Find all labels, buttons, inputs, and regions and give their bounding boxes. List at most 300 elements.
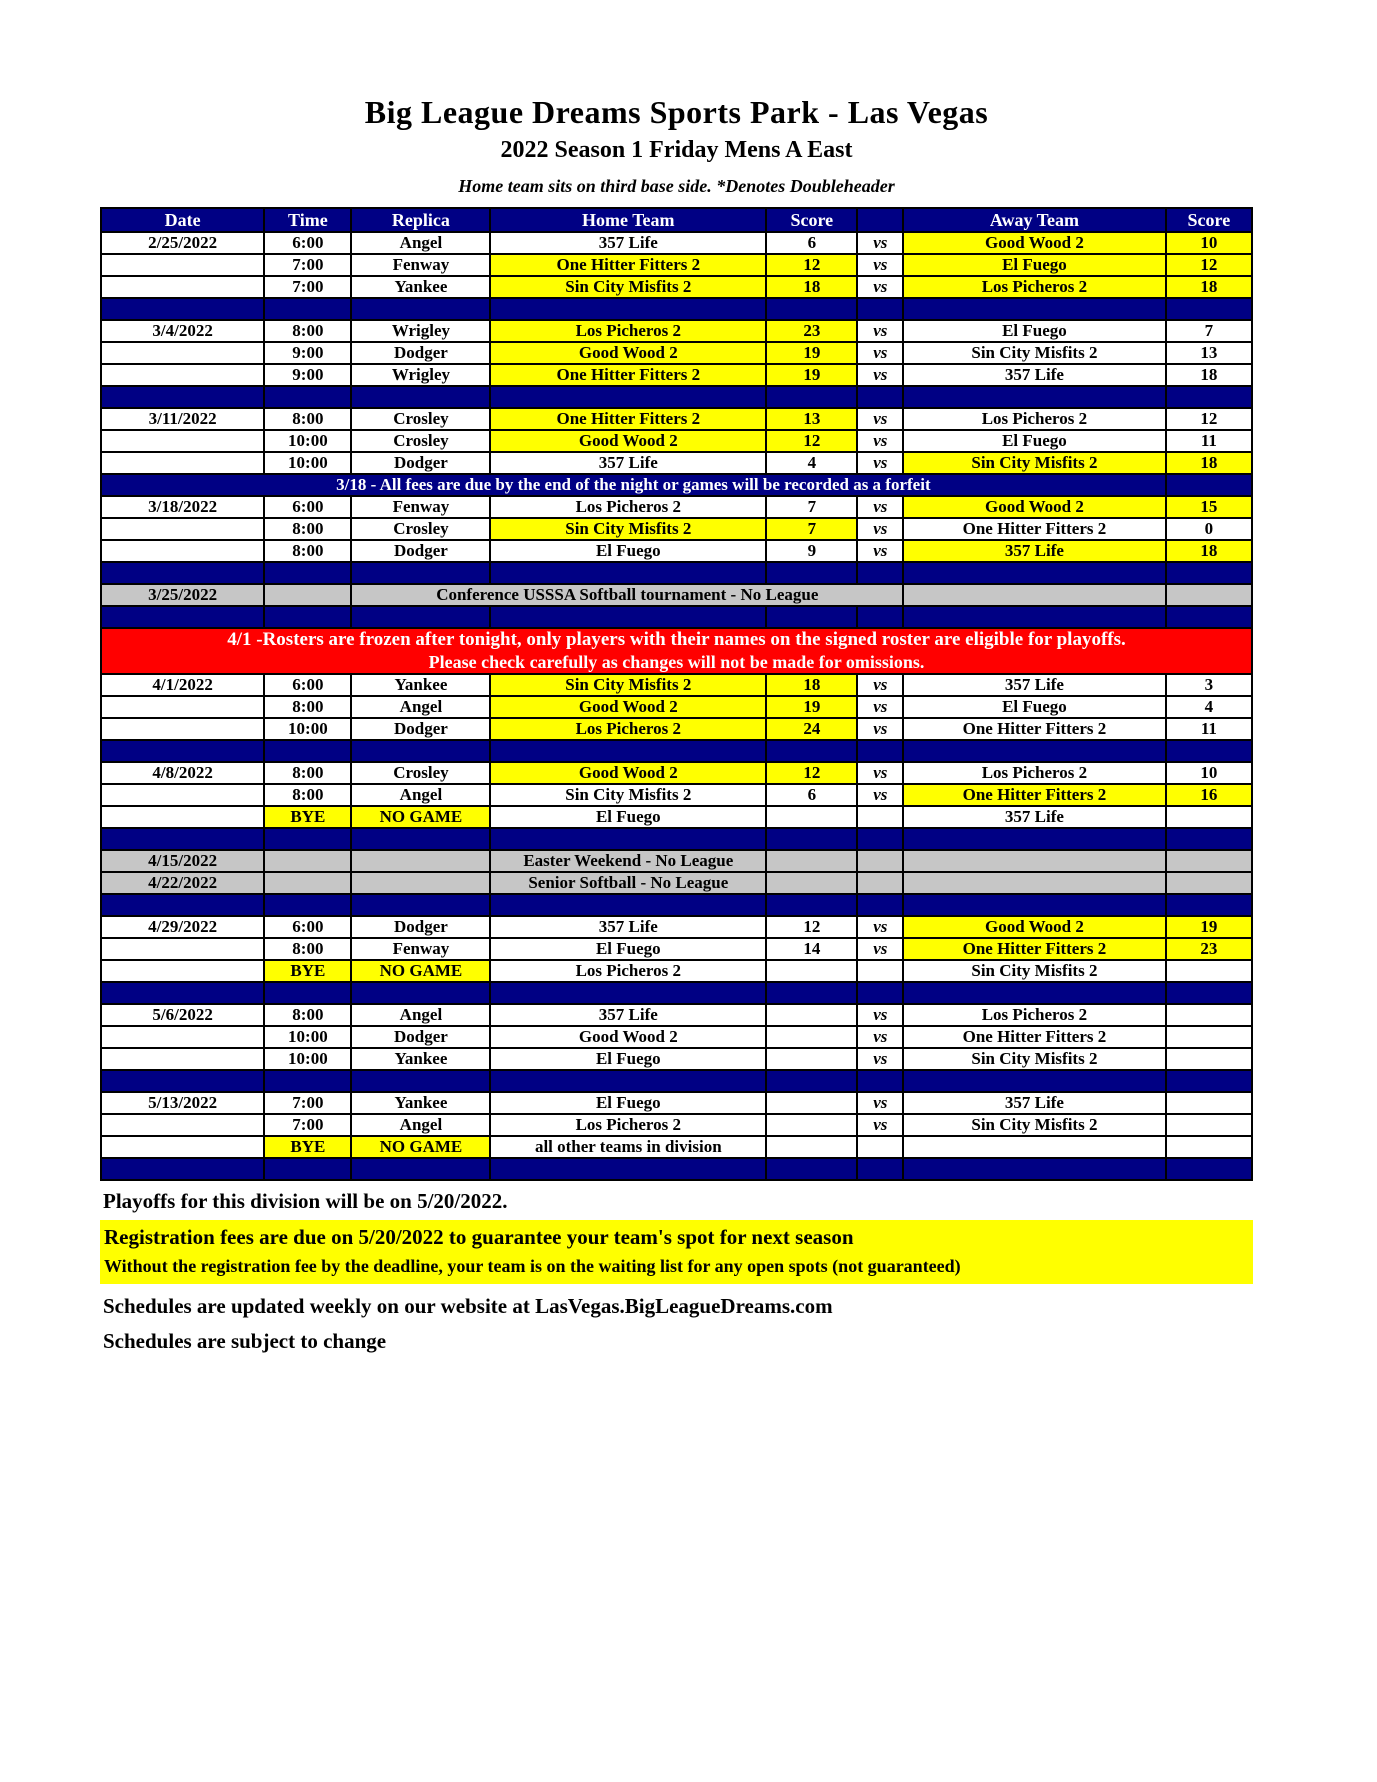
separator-cell (490, 982, 766, 1004)
vs-cell: vs (857, 364, 903, 386)
date-cell (101, 696, 264, 718)
separator-row (101, 982, 1252, 1004)
away-score-cell: 7 (1166, 320, 1252, 342)
home-score-cell: 24 (766, 718, 857, 740)
away-team-cell: Los Picheros 2 (903, 762, 1166, 784)
away-team-cell: Los Picheros 2 (903, 408, 1166, 430)
home-score-cell: 12 (766, 254, 857, 276)
game-row (101, 916, 1252, 938)
separator-cell (1166, 740, 1252, 762)
separator-cell (857, 982, 903, 1004)
separator-row (101, 894, 1252, 916)
separator-cell (1166, 298, 1252, 320)
time-cell: 10:00 (264, 1026, 351, 1048)
no-game-cell: NO GAME (351, 806, 490, 828)
bye-row (101, 1136, 1252, 1158)
game-row (101, 232, 1252, 254)
vs-cell: vs (857, 696, 903, 718)
separator-cell (857, 1070, 903, 1092)
separator-cell (264, 562, 351, 584)
away-score-cell (1166, 806, 1252, 828)
separator-row (101, 562, 1252, 584)
separator-row (101, 386, 1252, 408)
home-team-cell: El Fuego (490, 1048, 766, 1070)
home-score-cell: 6 (766, 784, 857, 806)
roster-notice-cell (101, 628, 1252, 674)
away-team-cell: Sin City Misfits 2 (903, 452, 1166, 474)
separator-cell (351, 982, 490, 1004)
home-team-cell: El Fuego (490, 1092, 766, 1114)
away-score-cell (1166, 1048, 1252, 1070)
date-cell: 3/25/2022 (101, 584, 264, 606)
home-score-cell: 19 (766, 696, 857, 718)
separator-cell (264, 1158, 351, 1180)
away-team-cell: El Fuego (903, 320, 1166, 342)
game-row (101, 938, 1252, 960)
date-cell (101, 1048, 264, 1070)
time-cell: 9:00 (264, 342, 351, 364)
date-cell (101, 1114, 264, 1136)
home-team-cell: Sin City Misfits 2 (490, 518, 766, 540)
home-score-cell (766, 1136, 857, 1158)
vs-cell: vs (857, 916, 903, 938)
vs-cell: vs (857, 276, 903, 298)
away-score-cell (1166, 850, 1252, 872)
replica-cell: Fenway (351, 254, 490, 276)
vs-cell: vs (857, 452, 903, 474)
separator-cell (766, 982, 857, 1004)
game-row (101, 254, 1252, 276)
home-team-cell: Los Picheros 2 (490, 1114, 766, 1136)
time-cell: 8:00 (264, 938, 351, 960)
home-team-cell: Los Picheros 2 (490, 718, 766, 740)
separator-cell (857, 298, 903, 320)
replica-cell: Crosley (351, 430, 490, 452)
home-team-cell: 357 Life (490, 452, 766, 474)
date-cell (101, 1136, 264, 1158)
home-team-cell: 357 Life (490, 916, 766, 938)
home-team-cell: One Hitter Fitters 2 (490, 408, 766, 430)
separator-cell (903, 298, 1166, 320)
game-row (101, 1004, 1252, 1026)
date-cell: 4/29/2022 (101, 916, 264, 938)
time-cell: 10:00 (264, 430, 351, 452)
home-score-cell: 19 (766, 364, 857, 386)
home-score-cell: 19 (766, 342, 857, 364)
home-score-cell: 9 (766, 540, 857, 562)
away-score-cell: 18 (1166, 540, 1252, 562)
date-cell (101, 806, 264, 828)
date-cell (101, 1026, 264, 1048)
separator-cell (101, 740, 264, 762)
separator-cell (766, 562, 857, 584)
away-score-cell: 11 (1166, 430, 1252, 452)
away-team-cell: Los Picheros 2 (903, 276, 1166, 298)
game-row (101, 452, 1252, 474)
replica-cell: Crosley (351, 408, 490, 430)
vs-cell (857, 806, 903, 828)
separator-cell (766, 606, 857, 628)
date-cell (101, 342, 264, 364)
date-cell: 4/8/2022 (101, 762, 264, 784)
away-score-cell (1166, 584, 1252, 606)
page-subtitle: 2022 Season 1 Friday Mens A East (500, 137, 853, 163)
separator-cell (857, 894, 903, 916)
time-cell: 8:00 (264, 540, 351, 562)
time-cell: 8:00 (264, 518, 351, 540)
separator-cell (490, 562, 766, 584)
date-cell (101, 254, 264, 276)
header-away-score: Score (1166, 208, 1252, 232)
time-cell: 8:00 (264, 762, 351, 784)
away-team-cell: 357 Life (903, 364, 1166, 386)
home-team-cell: Sin City Misfits 2 (490, 276, 766, 298)
game-row (101, 718, 1252, 740)
replica-cell: Yankee (351, 674, 490, 696)
date-cell: 4/22/2022 (101, 872, 264, 894)
separator-cell (766, 386, 857, 408)
separator-cell (101, 606, 264, 628)
separator-cell (1166, 386, 1252, 408)
vs-cell: vs (857, 1048, 903, 1070)
no-game-cell: NO GAME (351, 1136, 490, 1158)
away-team-cell: One Hitter Fitters 2 (903, 518, 1166, 540)
replica-cell: Wrigley (351, 320, 490, 342)
separator-cell (1166, 606, 1252, 628)
replica-cell: Dodger (351, 452, 490, 474)
home-score-cell: 6 (766, 232, 857, 254)
separator-cell (264, 982, 351, 1004)
time-cell: 7:00 (264, 1114, 351, 1136)
roster-notice-line2: Please check carefully as changes will not be made for omissions. (428, 652, 925, 672)
separator-cell (264, 386, 351, 408)
vs-cell: vs (857, 674, 903, 696)
home-team-cell: 357 Life (490, 1004, 766, 1026)
header-home-team: Home Team (490, 208, 766, 232)
home-team-cell: One Hitter Fitters 2 (490, 254, 766, 276)
vs-cell (857, 960, 903, 982)
schedule-table (100, 207, 1253, 1181)
away-team-cell: Los Picheros 2 (903, 1004, 1166, 1026)
separator-cell (490, 606, 766, 628)
bye-row (101, 960, 1252, 982)
date-cell (101, 430, 264, 452)
game-row (101, 408, 1252, 430)
replica-cell: Yankee (351, 1092, 490, 1114)
away-team-cell (903, 1136, 1166, 1158)
home-score-cell: 4 (766, 452, 857, 474)
website-note: Schedules are updated weekly on our website at LasVegas.BigLeagueDreams.com (103, 1294, 833, 1318)
separator-row (101, 828, 1252, 850)
home-score-cell (766, 1114, 857, 1136)
separator-cell (490, 828, 766, 850)
away-score-cell: 0 (1166, 518, 1252, 540)
away-score-cell: 11 (1166, 718, 1252, 740)
page-title: Big League Dreams Sports Park - Las Vegas (364, 94, 989, 130)
replica-cell: Angel (351, 784, 490, 806)
separator-row (101, 740, 1252, 762)
away-score-cell: 12 (1166, 408, 1252, 430)
vs-cell (857, 1136, 903, 1158)
time-cell: 10:00 (264, 718, 351, 740)
time-cell: 7:00 (264, 1092, 351, 1114)
away-team-cell: One Hitter Fitters 2 (903, 718, 1166, 740)
replica-cell: Angel (351, 1114, 490, 1136)
vs-cell: vs (857, 408, 903, 430)
separator-cell (264, 606, 351, 628)
home-score-cell: 14 (766, 938, 857, 960)
date-cell: 3/18/2022 (101, 496, 264, 518)
separator-cell (857, 828, 903, 850)
separator-cell (101, 386, 264, 408)
roster-notice-line1: 4/1 -Rosters are frozen after tonight, only players with their names on the signed roster are eligible for playoffs. (227, 629, 1126, 650)
separator-cell (766, 1070, 857, 1092)
registration-line1: Registration fees are due on 5/20/2022 to guarantee your team's spot for next season (104, 1225, 854, 1249)
away-team-cell: Good Wood 2 (903, 232, 1166, 254)
time-cell (264, 850, 351, 872)
away-team-cell: Good Wood 2 (903, 496, 1166, 518)
replica-cell: Dodger (351, 342, 490, 364)
game-row (101, 496, 1252, 518)
home-team-cell: Los Picheros 2 (490, 960, 766, 982)
separator-cell (264, 828, 351, 850)
time-cell: 6:00 (264, 674, 351, 696)
away-score-cell (1166, 1026, 1252, 1048)
separator-cell (766, 740, 857, 762)
replica-cell (351, 872, 490, 894)
away-team-cell: Sin City Misfits 2 (903, 1114, 1166, 1136)
game-row (101, 1092, 1252, 1114)
separator-cell (101, 828, 264, 850)
game-row (101, 320, 1252, 342)
date-cell: 2/25/2022 (101, 232, 264, 254)
event-cell: Conference USSSA Softball tournament - No League (351, 584, 903, 606)
separator-cell (857, 386, 903, 408)
separator-cell (766, 1158, 857, 1180)
separator-cell (490, 298, 766, 320)
separator-cell (903, 982, 1166, 1004)
game-row (101, 1114, 1252, 1136)
away-team-cell: 357 Life (903, 540, 1166, 562)
replica-cell: Angel (351, 232, 490, 254)
separator-cell (903, 740, 1166, 762)
vs-cell: vs (857, 430, 903, 452)
time-cell: 8:00 (264, 320, 351, 342)
separator-cell (903, 606, 1166, 628)
separator-cell (903, 894, 1166, 916)
home-team-cell: Good Wood 2 (490, 342, 766, 364)
away-score-cell: 12 (1166, 254, 1252, 276)
date-cell (101, 784, 264, 806)
bye-cell: BYE (264, 1136, 351, 1158)
away-team-cell: 357 Life (903, 674, 1166, 696)
date-cell: 4/1/2022 (101, 674, 264, 696)
vs-cell (857, 872, 903, 894)
away-score-cell: 23 (1166, 938, 1252, 960)
separator-cell (101, 298, 264, 320)
vs-cell: vs (857, 1026, 903, 1048)
header-replica: Replica (351, 208, 490, 232)
home-score-cell: 12 (766, 916, 857, 938)
event-home-row (101, 850, 1252, 872)
vs-cell: vs (857, 254, 903, 276)
vs-cell: vs (857, 1004, 903, 1026)
vs-cell: vs (857, 762, 903, 784)
separator-cell (490, 894, 766, 916)
replica-cell: Fenway (351, 938, 490, 960)
away-score-cell: 18 (1166, 276, 1252, 298)
separator-cell (903, 828, 1166, 850)
separator-cell (857, 606, 903, 628)
date-cell: 5/6/2022 (101, 1004, 264, 1026)
home-score-cell (766, 1004, 857, 1026)
date-cell (101, 960, 264, 982)
time-cell: 8:00 (264, 784, 351, 806)
away-score-cell: 18 (1166, 364, 1252, 386)
vs-cell: vs (857, 1114, 903, 1136)
separator-cell (490, 740, 766, 762)
separator-cell (264, 298, 351, 320)
separator-cell (351, 1158, 490, 1180)
home-team-cell: Good Wood 2 (490, 696, 766, 718)
away-team-cell: El Fuego (903, 254, 1166, 276)
separator-cell (101, 894, 264, 916)
home-score-cell: 12 (766, 430, 857, 452)
event-wide-row (101, 584, 1252, 606)
time-cell: 8:00 (264, 408, 351, 430)
separator-cell (101, 1158, 264, 1180)
time-cell: 7:00 (264, 254, 351, 276)
home-team-cell: Los Picheros 2 (490, 320, 766, 342)
replica-cell: Dodger (351, 1026, 490, 1048)
separator-cell (1166, 1070, 1252, 1092)
vs-cell: vs (857, 496, 903, 518)
away-team-cell (903, 584, 1166, 606)
away-team-cell: Good Wood 2 (903, 916, 1166, 938)
replica-cell: Angel (351, 696, 490, 718)
game-row (101, 430, 1252, 452)
replica-cell: Wrigley (351, 364, 490, 386)
time-cell (264, 584, 351, 606)
home-score-cell: 18 (766, 674, 857, 696)
separator-cell (1166, 828, 1252, 850)
vs-cell: vs (857, 320, 903, 342)
notice-navy-row (101, 474, 1252, 496)
away-team-cell: One Hitter Fitters 2 (903, 1026, 1166, 1048)
home-team-cell: El Fuego (490, 540, 766, 562)
home-score-cell (766, 872, 857, 894)
game-row (101, 1026, 1252, 1048)
home-team-cell: One Hitter Fitters 2 (490, 364, 766, 386)
home-score-cell (766, 960, 857, 982)
away-score-cell: 15 (1166, 496, 1252, 518)
separator-cell (351, 386, 490, 408)
away-score-cell: 10 (1166, 232, 1252, 254)
home-team-cell: Good Wood 2 (490, 430, 766, 452)
separator-cell (264, 894, 351, 916)
separator-cell (766, 298, 857, 320)
date-cell (101, 540, 264, 562)
header-vs (857, 208, 903, 232)
time-cell: 6:00 (264, 916, 351, 938)
away-team-cell (903, 872, 1166, 894)
vs-cell: vs (857, 718, 903, 740)
away-team-cell: One Hitter Fitters 2 (903, 938, 1166, 960)
away-team-cell: Sin City Misfits 2 (903, 342, 1166, 364)
away-score-cell: 16 (1166, 784, 1252, 806)
away-team-cell: One Hitter Fitters 2 (903, 784, 1166, 806)
separator-cell (1166, 562, 1252, 584)
home-score-cell: 18 (766, 276, 857, 298)
separator-cell (903, 386, 1166, 408)
away-score-cell: 4 (1166, 696, 1252, 718)
home-team-cell: El Fuego (490, 938, 766, 960)
header-time: Time (264, 208, 351, 232)
time-cell: 6:00 (264, 496, 351, 518)
home-team-cell: all other teams in division (490, 1136, 766, 1158)
separator-cell (351, 894, 490, 916)
home-team-cell: Good Wood 2 (490, 762, 766, 784)
replica-cell: Crosley (351, 518, 490, 540)
separator-cell (903, 1070, 1166, 1092)
separator-cell (351, 740, 490, 762)
time-cell: 8:00 (264, 696, 351, 718)
vs-cell (857, 850, 903, 872)
separator-cell (490, 386, 766, 408)
subject-to-change-note: Schedules are subject to change (103, 1329, 387, 1353)
replica-cell: Angel (351, 1004, 490, 1026)
game-row (101, 762, 1252, 784)
away-score-cell: 18 (1166, 452, 1252, 474)
home-team-cell: 357 Life (490, 232, 766, 254)
separator-cell (351, 828, 490, 850)
time-cell: 10:00 (264, 1048, 351, 1070)
date-cell (101, 718, 264, 740)
replica-cell (351, 850, 490, 872)
separator-cell (903, 562, 1166, 584)
game-row (101, 784, 1252, 806)
replica-cell: Dodger (351, 916, 490, 938)
header-away-team: Away Team (903, 208, 1166, 232)
event-cell: Senior Softball - No League (490, 872, 766, 894)
time-cell: 8:00 (264, 1004, 351, 1026)
game-row (101, 276, 1252, 298)
date-cell (101, 938, 264, 960)
separator-cell (1166, 1158, 1252, 1180)
replica-cell: Yankee (351, 276, 490, 298)
bye-cell: BYE (264, 806, 351, 828)
replica-cell: Crosley (351, 762, 490, 784)
bye-cell: BYE (264, 960, 351, 982)
registration-banner (100, 1220, 1253, 1284)
date-cell: 5/13/2022 (101, 1092, 264, 1114)
table-header-row (101, 208, 1252, 232)
home-score-cell (766, 1048, 857, 1070)
home-team-cell: Sin City Misfits 2 (490, 674, 766, 696)
separator-cell (351, 1070, 490, 1092)
bye-row (101, 806, 1252, 828)
replica-cell: Dodger (351, 540, 490, 562)
separator-row (101, 1158, 1252, 1180)
away-team-cell: Sin City Misfits 2 (903, 1048, 1166, 1070)
header-date: Date (101, 208, 264, 232)
home-team-cell: Los Picheros 2 (490, 496, 766, 518)
separator-cell (857, 740, 903, 762)
away-team-cell: El Fuego (903, 696, 1166, 718)
away-team-cell: Sin City Misfits 2 (903, 960, 1166, 982)
separator-cell (857, 1158, 903, 1180)
date-cell: 3/4/2022 (101, 320, 264, 342)
